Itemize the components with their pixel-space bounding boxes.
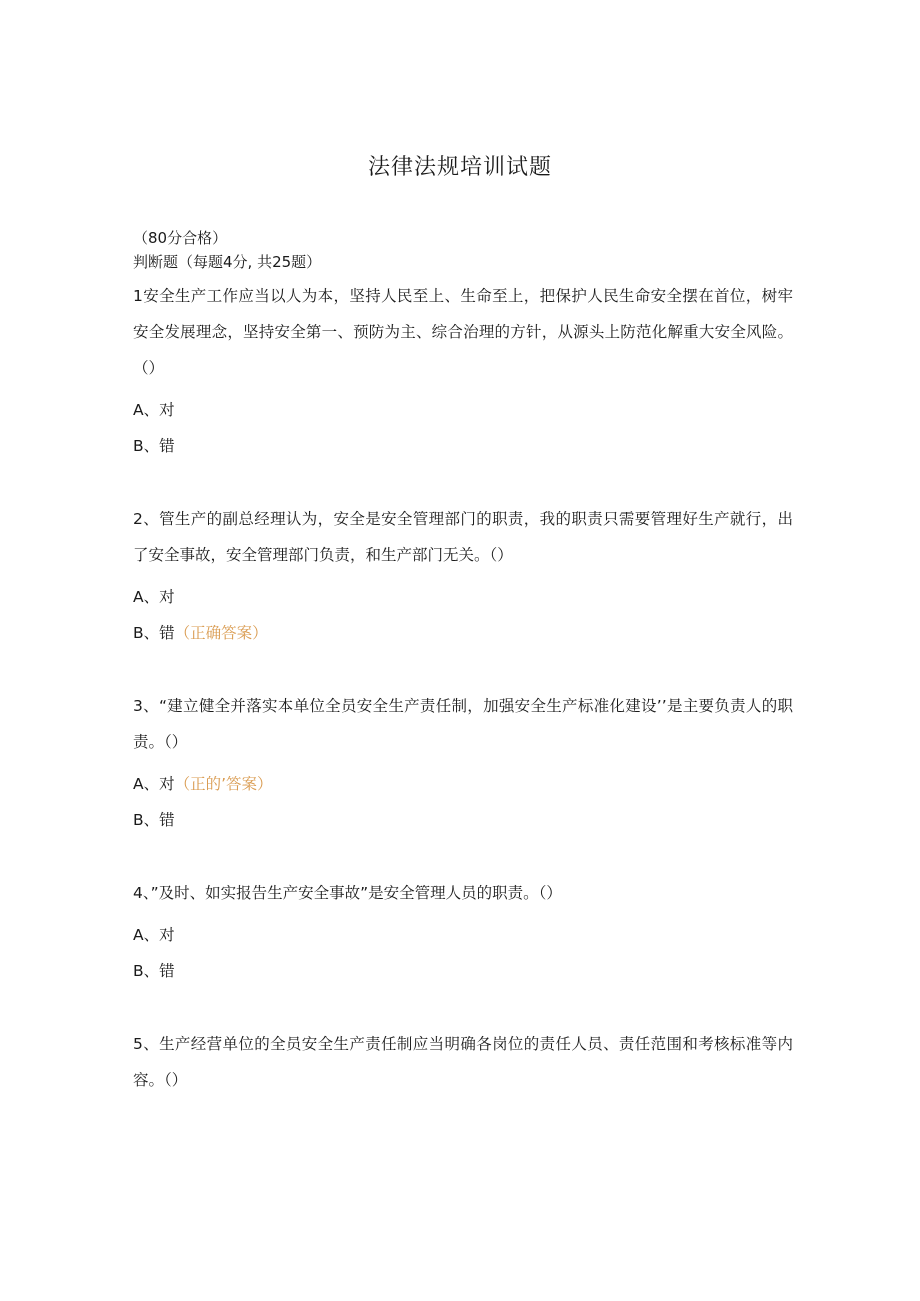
option-label: B、错	[133, 624, 175, 642]
question-text: 3、“建立健全并落实本单位全员安全生产责任制，加强安全生产标准化建设’’是主要负责人的职责。（）	[133, 697, 793, 751]
option-label: A、对	[133, 588, 175, 606]
option-a[interactable]	[133, 766, 793, 802]
question-1	[133, 278, 793, 464]
option-label: B、错	[133, 962, 175, 980]
question-4	[133, 875, 793, 989]
question-2	[133, 501, 793, 651]
option-label: A、对	[133, 926, 175, 944]
option-label: A、对	[133, 775, 175, 793]
option-b[interactable]	[133, 615, 793, 651]
answer-note: （正确答案）	[174, 624, 268, 642]
option-label: A、对	[133, 401, 175, 419]
answer-note: （正的’答案）	[174, 775, 273, 793]
document-title: 法律法规培训试题	[367, 155, 552, 180]
option-label: B、错	[133, 811, 175, 829]
question-text: 5、生产经营单位的全员安全生产责任制应当明确各岗位的责任人员、责任范围和考核标准等内容。（）	[133, 1035, 793, 1089]
question-text: 4、”及时、如实报告生产安全事故”是安全管理人员的职责。（）	[133, 884, 562, 902]
option-b[interactable]	[133, 802, 793, 838]
option-b[interactable]	[133, 428, 793, 464]
pass-note: （80分合格）	[133, 229, 228, 247]
option-a[interactable]	[133, 392, 793, 428]
option-a[interactable]	[133, 917, 793, 953]
option-b[interactable]	[133, 953, 793, 989]
option-label: B、错	[133, 437, 175, 455]
section-heading: 判断题（每题4分, 共25题）	[133, 253, 322, 271]
question-text: 1安全生产工作应当以人为本，坚持人民至上、生命至上，把保护人民生命安全摆在首位，树牢安全发展理念，坚持安全第一、预防为主、综合治理的方针，从源头上防范化解重大安全风险。（）	[133, 287, 793, 377]
question-5	[133, 1026, 793, 1098]
document-body	[133, 226, 793, 1098]
option-a[interactable]	[133, 579, 793, 615]
question-3	[133, 688, 793, 838]
question-text: 2、管生产的副总经理认为，安全是安全管理部门的职责，我的职责只需要管理好生产就行，出了安全事故，安全管理部门负责，和生产部门无关。（）	[133, 510, 793, 564]
